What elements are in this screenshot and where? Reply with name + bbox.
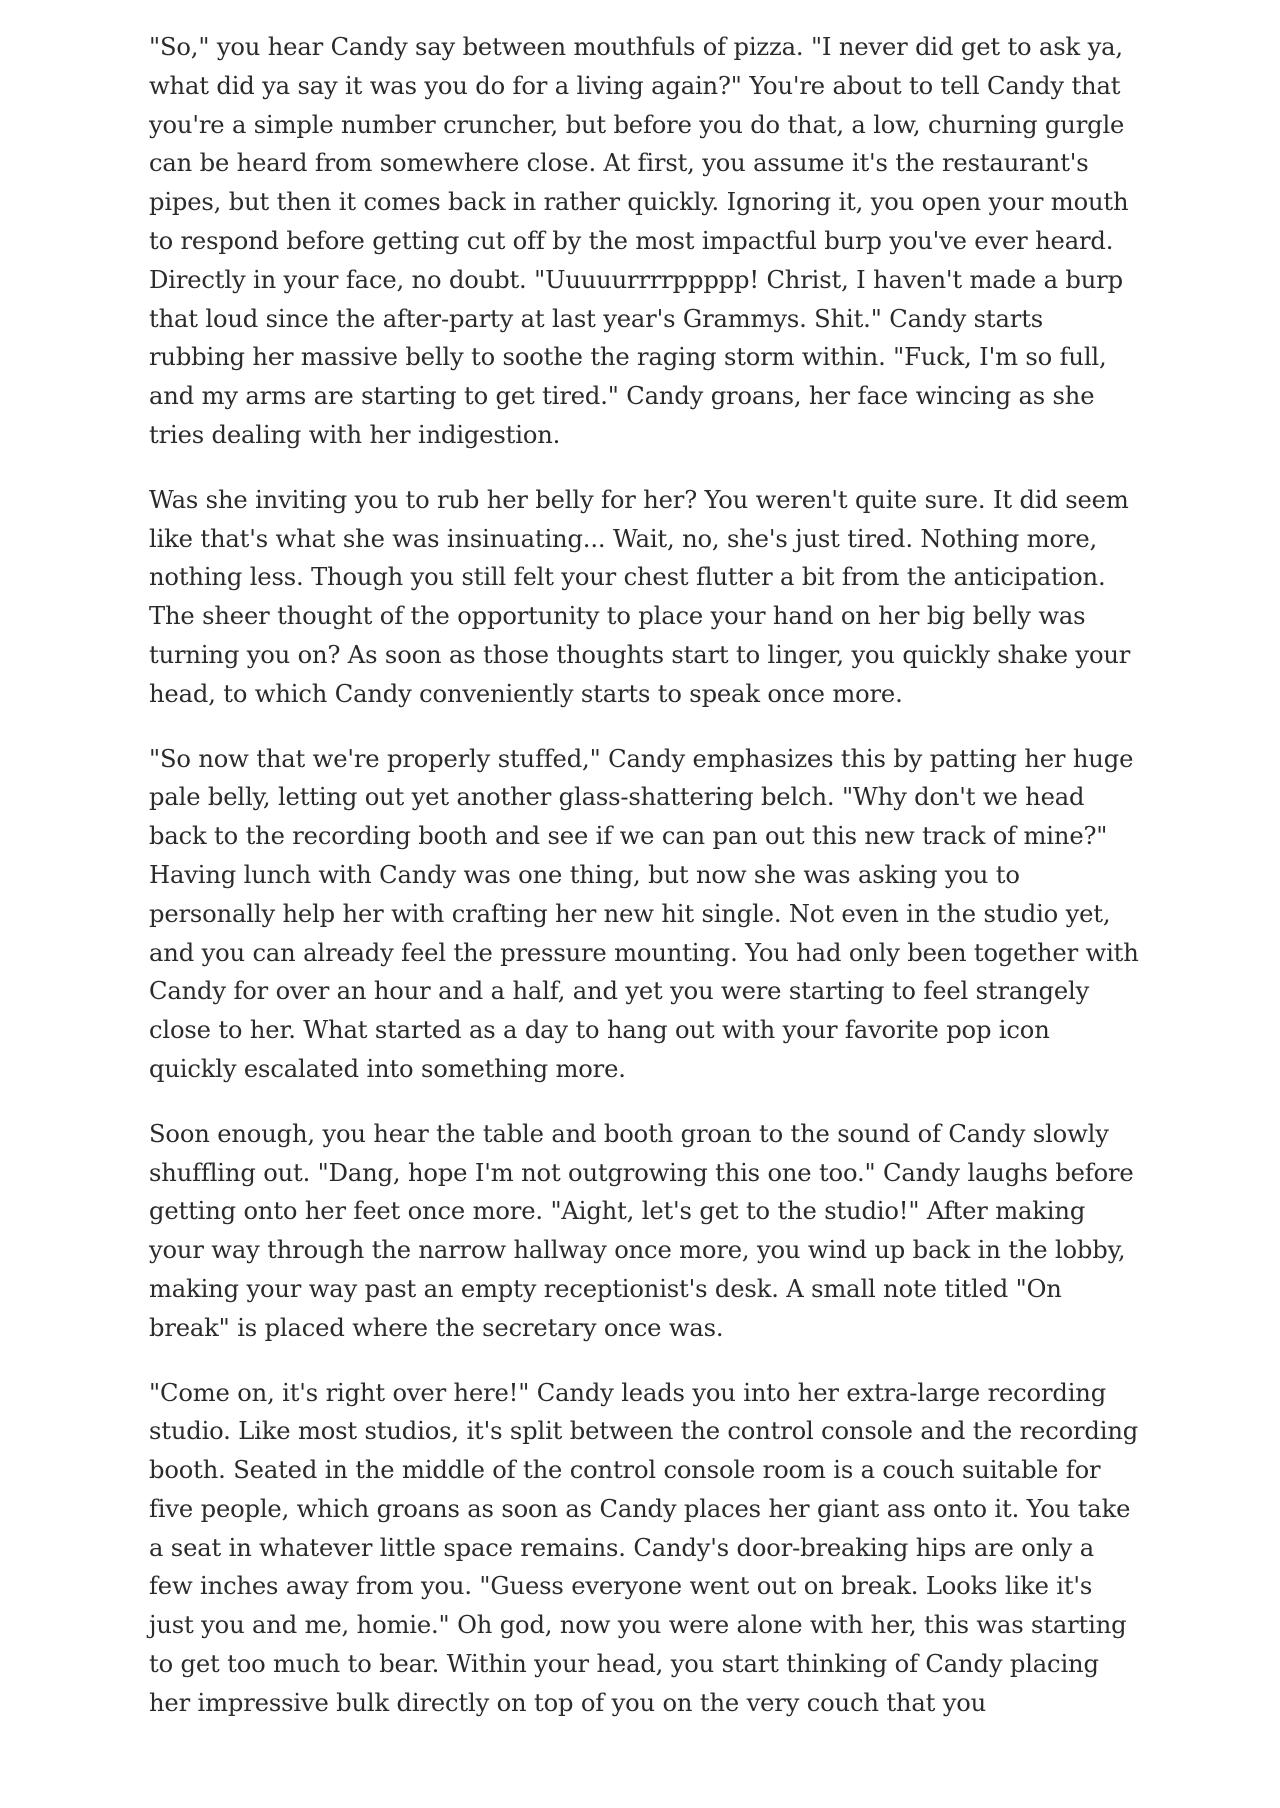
story-text — [149, 28, 1144, 1749]
paragraph-3: "So now that we're properly stuffed," Candy emphasizes this by patting her huge pale belly, letting out yet another glass-shattering belch. "Why don't we head back to the recording booth and see if we can pan out this new track of mine?" Having lunch with Candy was one thing, but now she was asking you to personally help her with crafting her new hit single. Not even in the studio yet, and you can already feel the pressure mounting. You had only been together with Candy for over an hour and a half, and yet you were starting to feel strangely close to her. What started as a day to hang out with your favorite pop icon quickly escalated into something more. — [149, 744, 1139, 1083]
paragraph-2: Was she inviting you to rub her belly for her? You weren't quite sure. It did seem like that's what she was insinuating... Wait, no, she's just tired. Nothing more, nothing less. Though you still felt your chest flutter a bit from the anticipation. The sheer thought of the opportunity to place your hand on her big belly was turning you on? As soon as those thoughts start to linger, you quickly shake your head, to which Candy conveniently starts to speak once more. — [149, 485, 1131, 708]
paragraph-5: "Come on, it's right over here!" Candy leads you into her extra-large recording studio. Like most studios, it's split between the control console and the recording booth. Seated in the middle of the control console room is a couch suitable for five people, which groans as soon as Candy places her giant ass onto it. You take a seat in whatever little space remains. Candy's door-breaking hips are only a few inches away from you. "Guess everyone went out on break. Looks like it's just you and me, homie." Oh god, now you were alone with her, this was starting to get too much to bear. Within your head, you start thinking of Candy placing her impressive bulk directly on top of you on the very couch that you — [149, 1378, 1139, 1717]
paragraph-4: Soon enough, you hear the table and booth groan to the sound of Candy slowly shuffling out. "Dang, hope I'm not outgrowing this one too." Candy laughs before getting onto her feet once more. "Aight, let's get to the studio!" After making your way through the narrow hallway once more, you wind up back in the lobby, making your way past an empty receptionist's desk. A small note titled "On break" is placed where the secretary once was. — [149, 1119, 1134, 1342]
paragraph-1: "So," you hear Candy say between mouthfuls of pizza. "I never did get to ask ya, what did ya say it was you do for a living again?" You're about to tell Candy that you're a simple number cruncher, but before you do that, a low, churning gurgle can be heard from somewhere close. At first, you assume it's the restaurant's pipes, but then it comes back in rather quickly. Ignoring it, you open your mouth to respond before getting cut off by the most impactful burp you've ever heard. Directly in your face, no doubt. "Uuuuurrrrppppp! Christ, I haven't made a burp that loud since the after-party at last year's Grammys. Shit." Candy starts rubbing her massive belly to soothe the raging storm within. "Fuck, I'm so full, and my arms are starting to get tired." Candy groans, her face wincing as she tries dealing with her indigestion. — [149, 33, 1129, 449]
